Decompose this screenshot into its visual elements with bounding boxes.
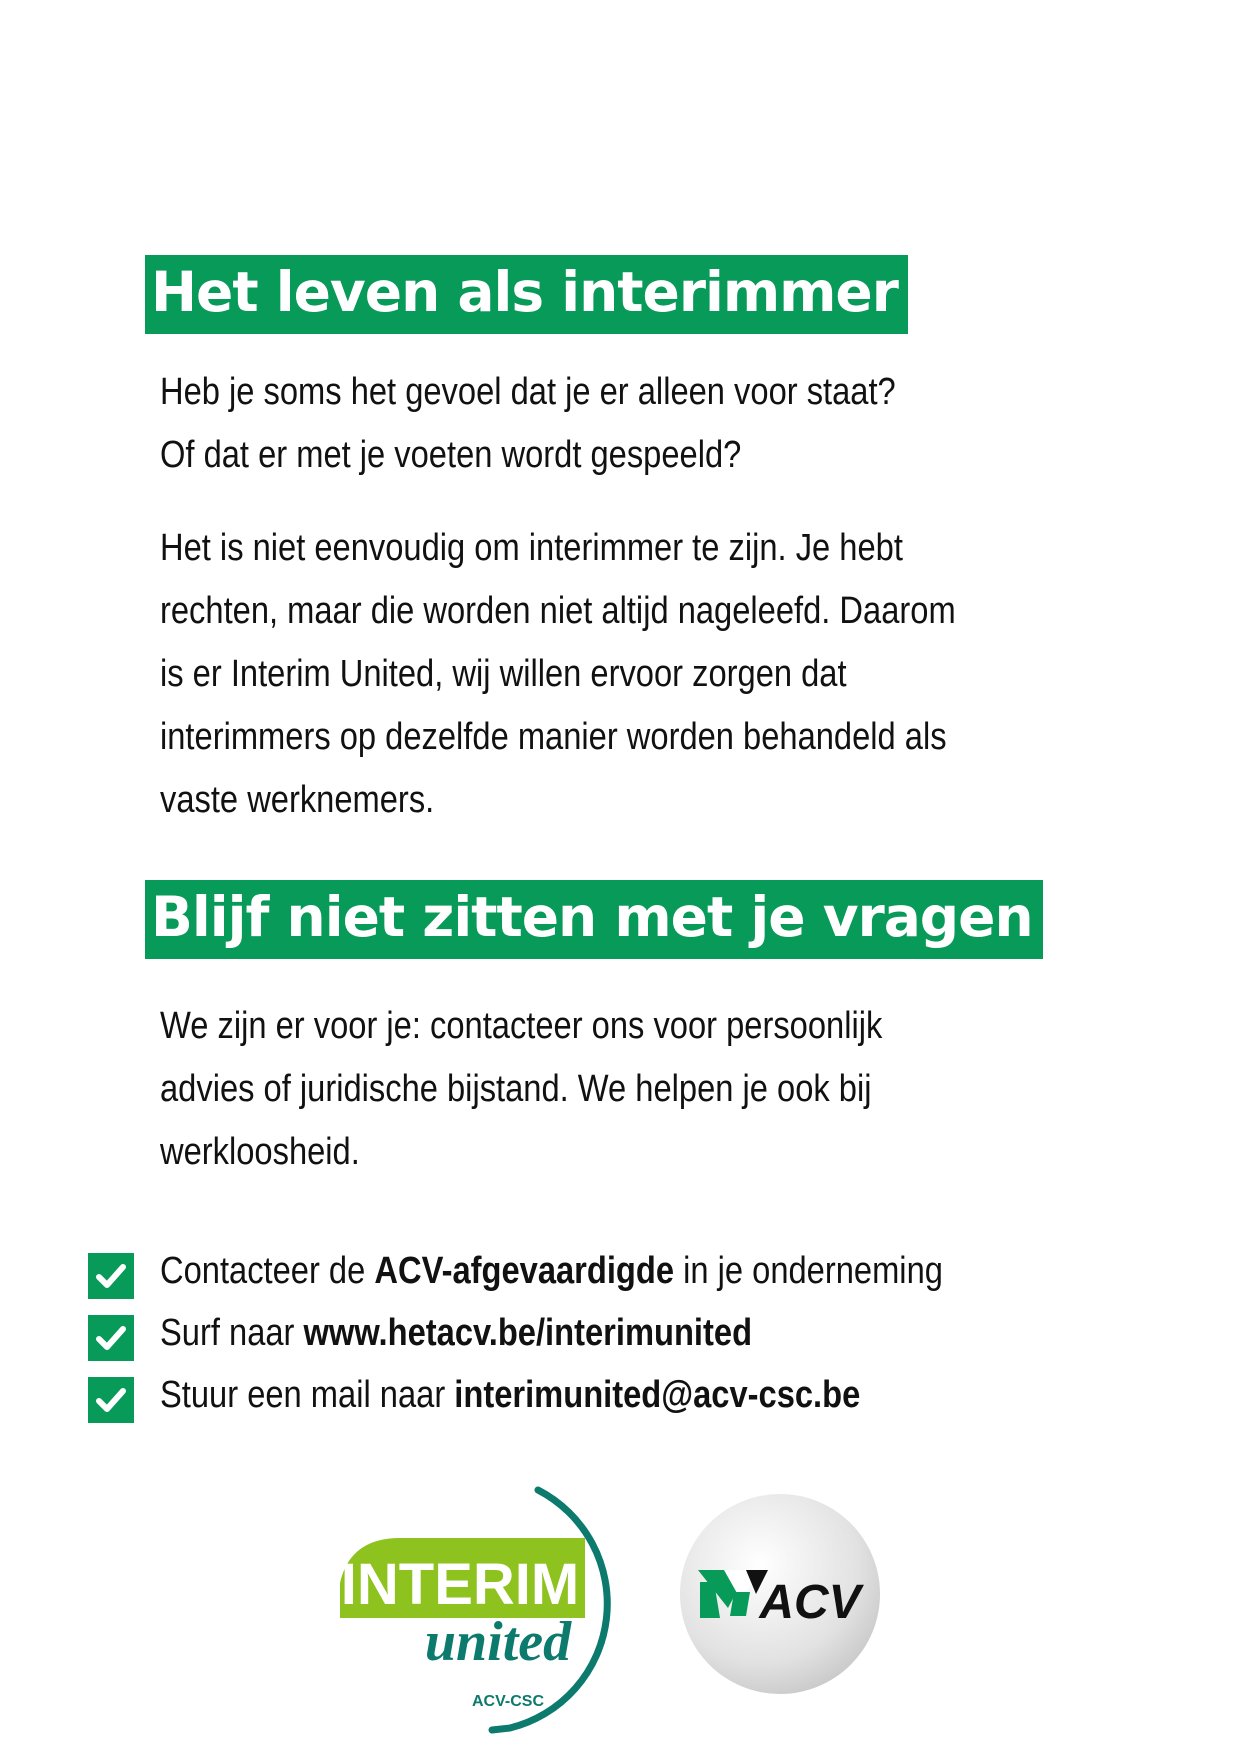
checkbox-checked-icon	[88, 1315, 134, 1361]
checklist-text: Contacteer de ACV-afgevaardigde in je onderneming	[160, 1250, 943, 1292]
contact-checklist	[88, 1240, 1070, 1426]
afgevaardigde-emphasis: ACV-afgevaardigde	[374, 1250, 675, 1292]
acv-logo	[676, 1490, 884, 1698]
checklist-item-email	[88, 1364, 1070, 1426]
interim-united-logo	[320, 1478, 650, 1738]
email-link[interactable]: interimunited@acv-csc.be	[454, 1374, 861, 1416]
checklist-item-website	[88, 1302, 1070, 1364]
support-paragraph: We zijn er voor je: contacteer ons voor persoonlijk advies of juridische bijstand. We helpen je ook bij werkloosheid.	[160, 1005, 883, 1173]
logo-word-united: united	[424, 1611, 572, 1673]
acv-logo-text: ACV	[759, 1576, 861, 1629]
section-heading-interimmer: Het leven als interimmer	[145, 255, 908, 334]
intro-question-paragraph: Heb je soms het gevoel dat je er alleen voor staat? Of dat er met je voeten wordt gespeeld?	[160, 371, 896, 476]
website-link[interactable]: www.hetacv.be/interimunited	[303, 1312, 753, 1354]
section-heading-questions: Blijf niet zitten met je vragen	[145, 880, 1043, 959]
checklist-text: Stuur een mail naar interimunited@acv-csc.be	[160, 1374, 861, 1416]
logo-word-interim: INTERIM	[340, 1552, 580, 1617]
checkbox-checked-icon	[88, 1253, 134, 1299]
checklist-item-afgevaardigde	[88, 1240, 1070, 1302]
checklist-text: Surf naar www.hetacv.be/interimunited	[160, 1312, 753, 1354]
checkbox-checked-icon	[88, 1377, 134, 1423]
logo-tagline: ACV-CSC	[471, 1693, 545, 1710]
rights-paragraph: Het is niet eenvoudig om interimmer te zijn. Je hebt rechten, maar die worden niet altijd nageleefd. Daarom is er Interim United, wij willen ervoor zorgen dat interimmers op dezelfde manier worden behandeld als vaste werknemers.	[160, 527, 956, 821]
